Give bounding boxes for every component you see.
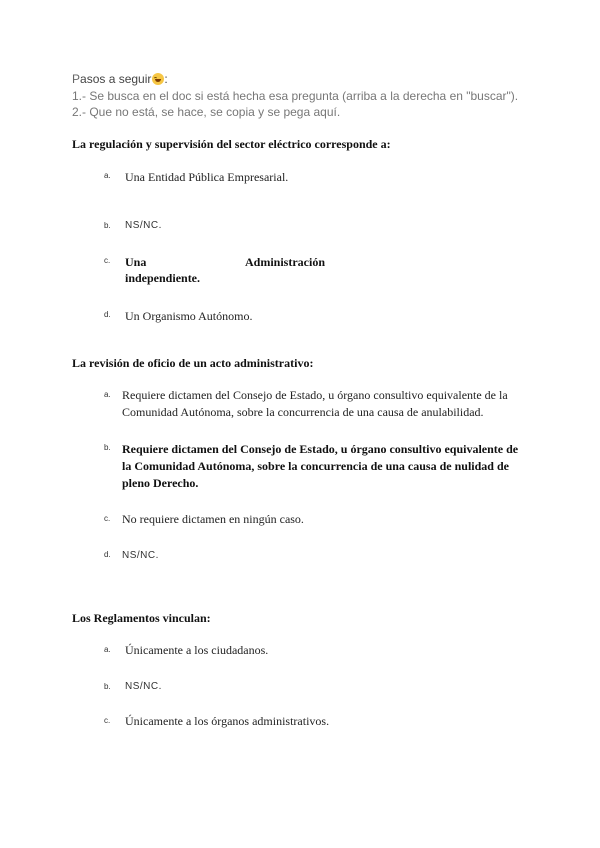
- q3-option-b: NS/NC.: [125, 681, 162, 692]
- q2-option-c-letter: c.: [104, 514, 111, 523]
- q2-option-c: No requiere dictamen en ningún caso.: [122, 512, 304, 526]
- q1-option-a-letter: a.: [104, 171, 111, 180]
- q2-option-d: NS/NC.: [122, 550, 159, 561]
- q1-option-b: NS/NC.: [125, 220, 162, 231]
- q1-option-c-part1: Una: [125, 255, 147, 269]
- q1-option-c-part3: independiente.: [125, 271, 201, 285]
- laughing-emoji-icon: [152, 73, 164, 85]
- q3-option-c-letter: c.: [104, 716, 111, 725]
- q1-option-d: Un Organismo Autónomo.: [125, 309, 253, 323]
- q1-option-c-letter: c.: [104, 256, 111, 265]
- q2-option-a-line2: Comunidad Autónoma, sobre la concurrencia de una causa de anulabilidad.: [122, 405, 484, 419]
- question-2: La revisión de oficio de un acto administrativo:: [72, 356, 314, 370]
- q3-option-a-letter: a.: [104, 645, 111, 654]
- question-1: La regulación y supervisión del sector eléctrico corresponde a:: [72, 137, 391, 151]
- q2-option-a-letter: a.: [104, 390, 111, 399]
- instruction-step-2: 2.- Que no está, se hace, se copia y se pega aquí.: [72, 105, 341, 119]
- q2-option-b-line3: pleno Derecho.: [122, 476, 199, 490]
- q1-option-b-letter: b.: [104, 221, 111, 230]
- instruction-step-1: 1.- Se busca en el doc si está hecha esa pregunta (arriba a la derecha en "buscar").: [72, 89, 519, 103]
- q1-option-d-letter: d.: [104, 310, 111, 319]
- q1-option-a: Una Entidad Pública Empresarial.: [125, 170, 289, 184]
- q2-option-a-line1: Requiere dictamen del Consejo de Estado, u órgano consultivo equivalente de la: [122, 388, 508, 402]
- q3-option-a: Únicamente a los ciudadanos.: [125, 643, 269, 657]
- q3-option-c: Únicamente a los órganos administrativos.: [125, 714, 330, 728]
- q2-option-b-line1: Requiere dictamen del Consejo de Estado, u órgano consultivo equivalente de: [122, 442, 519, 456]
- q1-option-c-part2: Administración: [245, 255, 326, 269]
- q3-option-b-letter: b.: [104, 682, 111, 691]
- question-3: Los Reglamentos vinculan:: [72, 611, 211, 625]
- q2-option-d-letter: d.: [104, 550, 111, 559]
- q2-option-b-line2: la Comunidad Autónoma, sobre la concurrencia de una causa de nulidad de: [122, 459, 509, 473]
- instructions-title: Pasos a seguir :: [72, 72, 168, 86]
- q2-option-b-letter: b.: [104, 443, 111, 452]
